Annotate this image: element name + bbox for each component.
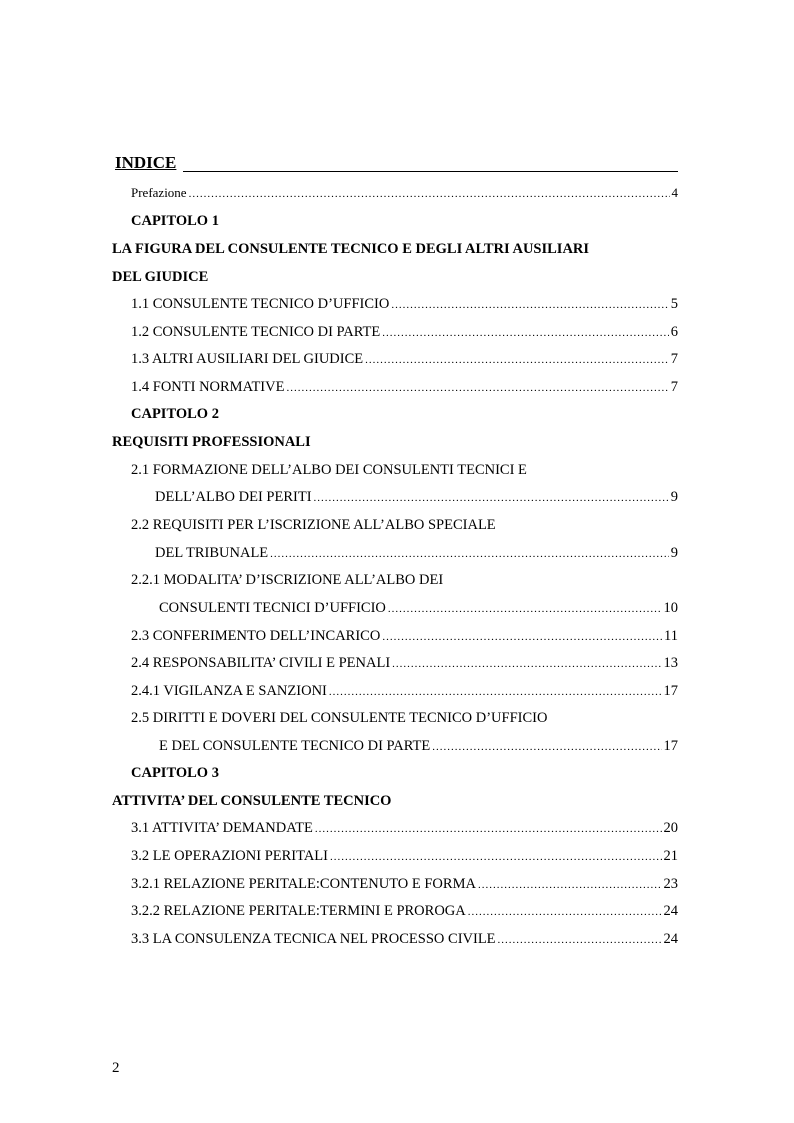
toc-entry — [131, 377, 678, 397]
toc-entry — [131, 626, 678, 646]
toc-entry-label: CONSULENTI TECNICI D’UFFICIO — [159, 600, 386, 616]
toc-entry-page: 11 — [664, 628, 678, 644]
toc-entry — [155, 487, 678, 507]
toc-entry — [131, 294, 678, 314]
dot-leader — [365, 350, 669, 370]
dot-leader — [498, 930, 662, 950]
toc-entry — [159, 598, 678, 618]
toc-entry-page: 23 — [663, 876, 678, 892]
toc-entry-label-line1: 2.2 REQUISITI PER L’ISCRIZIONE ALL’ALBO SPECIALE — [131, 517, 496, 533]
dot-leader — [392, 654, 661, 674]
toc-entry-page: 4 — [671, 185, 678, 200]
toc-entry-page: 20 — [663, 820, 678, 836]
toc-entry — [155, 543, 678, 563]
toc-entry-label: 3.3 LA CONSULENZA TECNICA NEL PROCESSO CIVILE — [131, 931, 496, 947]
toc-entry-label: 1.2 CONSULENTE TECNICO DI PARTE — [131, 324, 381, 340]
toc-entry-label: E DEL CONSULENTE TECNICO DI PARTE — [159, 738, 431, 754]
toc-entry — [131, 653, 678, 673]
toc-entry-page: 13 — [663, 655, 678, 671]
toc-entry — [131, 349, 678, 369]
toc-entry-page: 24 — [663, 931, 678, 947]
toc-entry-page: 9 — [670, 545, 678, 561]
toc-entry-label: 3.2.1 RELAZIONE PERITALE:CONTENUTO E FORMA — [131, 876, 476, 892]
toc-entry — [131, 929, 678, 949]
toc-entry-label: 3.1 ATTIVITA’ DEMANDATE — [131, 820, 313, 836]
toc-entry-label: DELL’ALBO DEI PERITI — [155, 489, 312, 505]
dot-leader — [189, 184, 670, 204]
dot-leader — [478, 875, 662, 895]
dot-leader — [468, 902, 662, 922]
toc-entry — [131, 874, 678, 894]
dot-leader — [382, 323, 668, 343]
toc-entry — [131, 818, 678, 838]
toc-entry-label: DEL TRIBUNALE — [155, 545, 269, 561]
toc-entry-label: 2.3 CONFERIMENTO DELL’INCARICO — [131, 628, 381, 644]
dot-leader — [315, 819, 662, 839]
toc-entry-label-line1: 2.5 DIRITTI E DOVERI DEL CONSULENTE TECNICO D’UFFICIO — [131, 710, 548, 726]
toc-entry — [131, 901, 678, 921]
toc-entry-label: 1.4 FONTI NORMATIVE — [131, 379, 285, 395]
dot-leader — [432, 737, 661, 757]
dot-leader — [391, 295, 668, 315]
toc-entry-page: 24 — [663, 903, 678, 919]
toc-entry — [131, 322, 678, 342]
chapter-label: CAPITOLO 3 — [131, 765, 219, 781]
dot-leader — [270, 544, 669, 564]
chapter-title: ATTIVITA’ DEL CONSULENTE TECNICO — [112, 793, 392, 809]
toc-entry-page: 9 — [670, 489, 678, 505]
dot-leader — [314, 488, 669, 508]
toc-entry-page: 6 — [670, 324, 678, 340]
toc-entry-label: 3.2.2 RELAZIONE PERITALE:TERMINI E PROROGA — [131, 903, 466, 919]
chapter-label: CAPITOLO 2 — [131, 406, 219, 422]
chapter-title: LA FIGURA DEL CONSULENTE TECNICO E DEGLI ALTRI AUSILIARI — [112, 241, 590, 257]
toc-entry-label: 1.3 ALTRI AUSILIARI DEL GIUDICE — [131, 351, 364, 367]
toc-entry-page: 21 — [663, 848, 678, 864]
toc-entry-label: Prefazione — [131, 185, 187, 200]
toc-entry — [131, 846, 678, 866]
toc-entry-page: 17 — [663, 683, 678, 699]
toc-entry-label-line1: 2.1 FORMAZIONE DELL’ALBO DEI CONSULENTI TECNICI E — [131, 462, 527, 478]
toc-entry — [159, 736, 678, 756]
toc-entry-label: 1.1 CONSULENTE TECNICO D’UFFICIO — [131, 296, 390, 312]
toc-entry-page: 10 — [663, 600, 678, 616]
title-underline — [183, 171, 678, 172]
dot-leader — [330, 847, 662, 867]
toc-entry-page: 7 — [670, 351, 678, 367]
page-number: 2 — [112, 1060, 120, 1076]
chapter-title: REQUISITI PROFESSIONALI — [112, 434, 311, 450]
toc-entry-label: 2.4.1 VIGILANZA E SANZIONI — [131, 683, 327, 699]
toc-entry-page: 7 — [670, 379, 678, 395]
toc-entry-label: 2.4 RESPONSABILITA’ CIVILI E PENALI — [131, 655, 391, 671]
toc-entry-label-line1: 2.2.1 MODALITA’ D’ISCRIZIONE ALL’ALBO DEI — [131, 572, 444, 588]
index-title: INDICE — [115, 153, 177, 172]
dot-leader — [388, 599, 662, 619]
toc-entry-page: 17 — [663, 738, 678, 754]
toc-entry — [131, 681, 678, 701]
chapter-title: DEL GIUDICE — [112, 269, 209, 285]
dot-leader — [286, 378, 668, 398]
chapter-label: CAPITOLO 1 — [131, 213, 219, 229]
toc-entry-page: 5 — [670, 296, 678, 312]
dot-leader — [329, 682, 662, 702]
dot-leader — [382, 627, 662, 647]
toc-entry-label: 3.2 LE OPERAZIONI PERITALI — [131, 848, 328, 864]
toc-entry-preface — [131, 183, 678, 203]
